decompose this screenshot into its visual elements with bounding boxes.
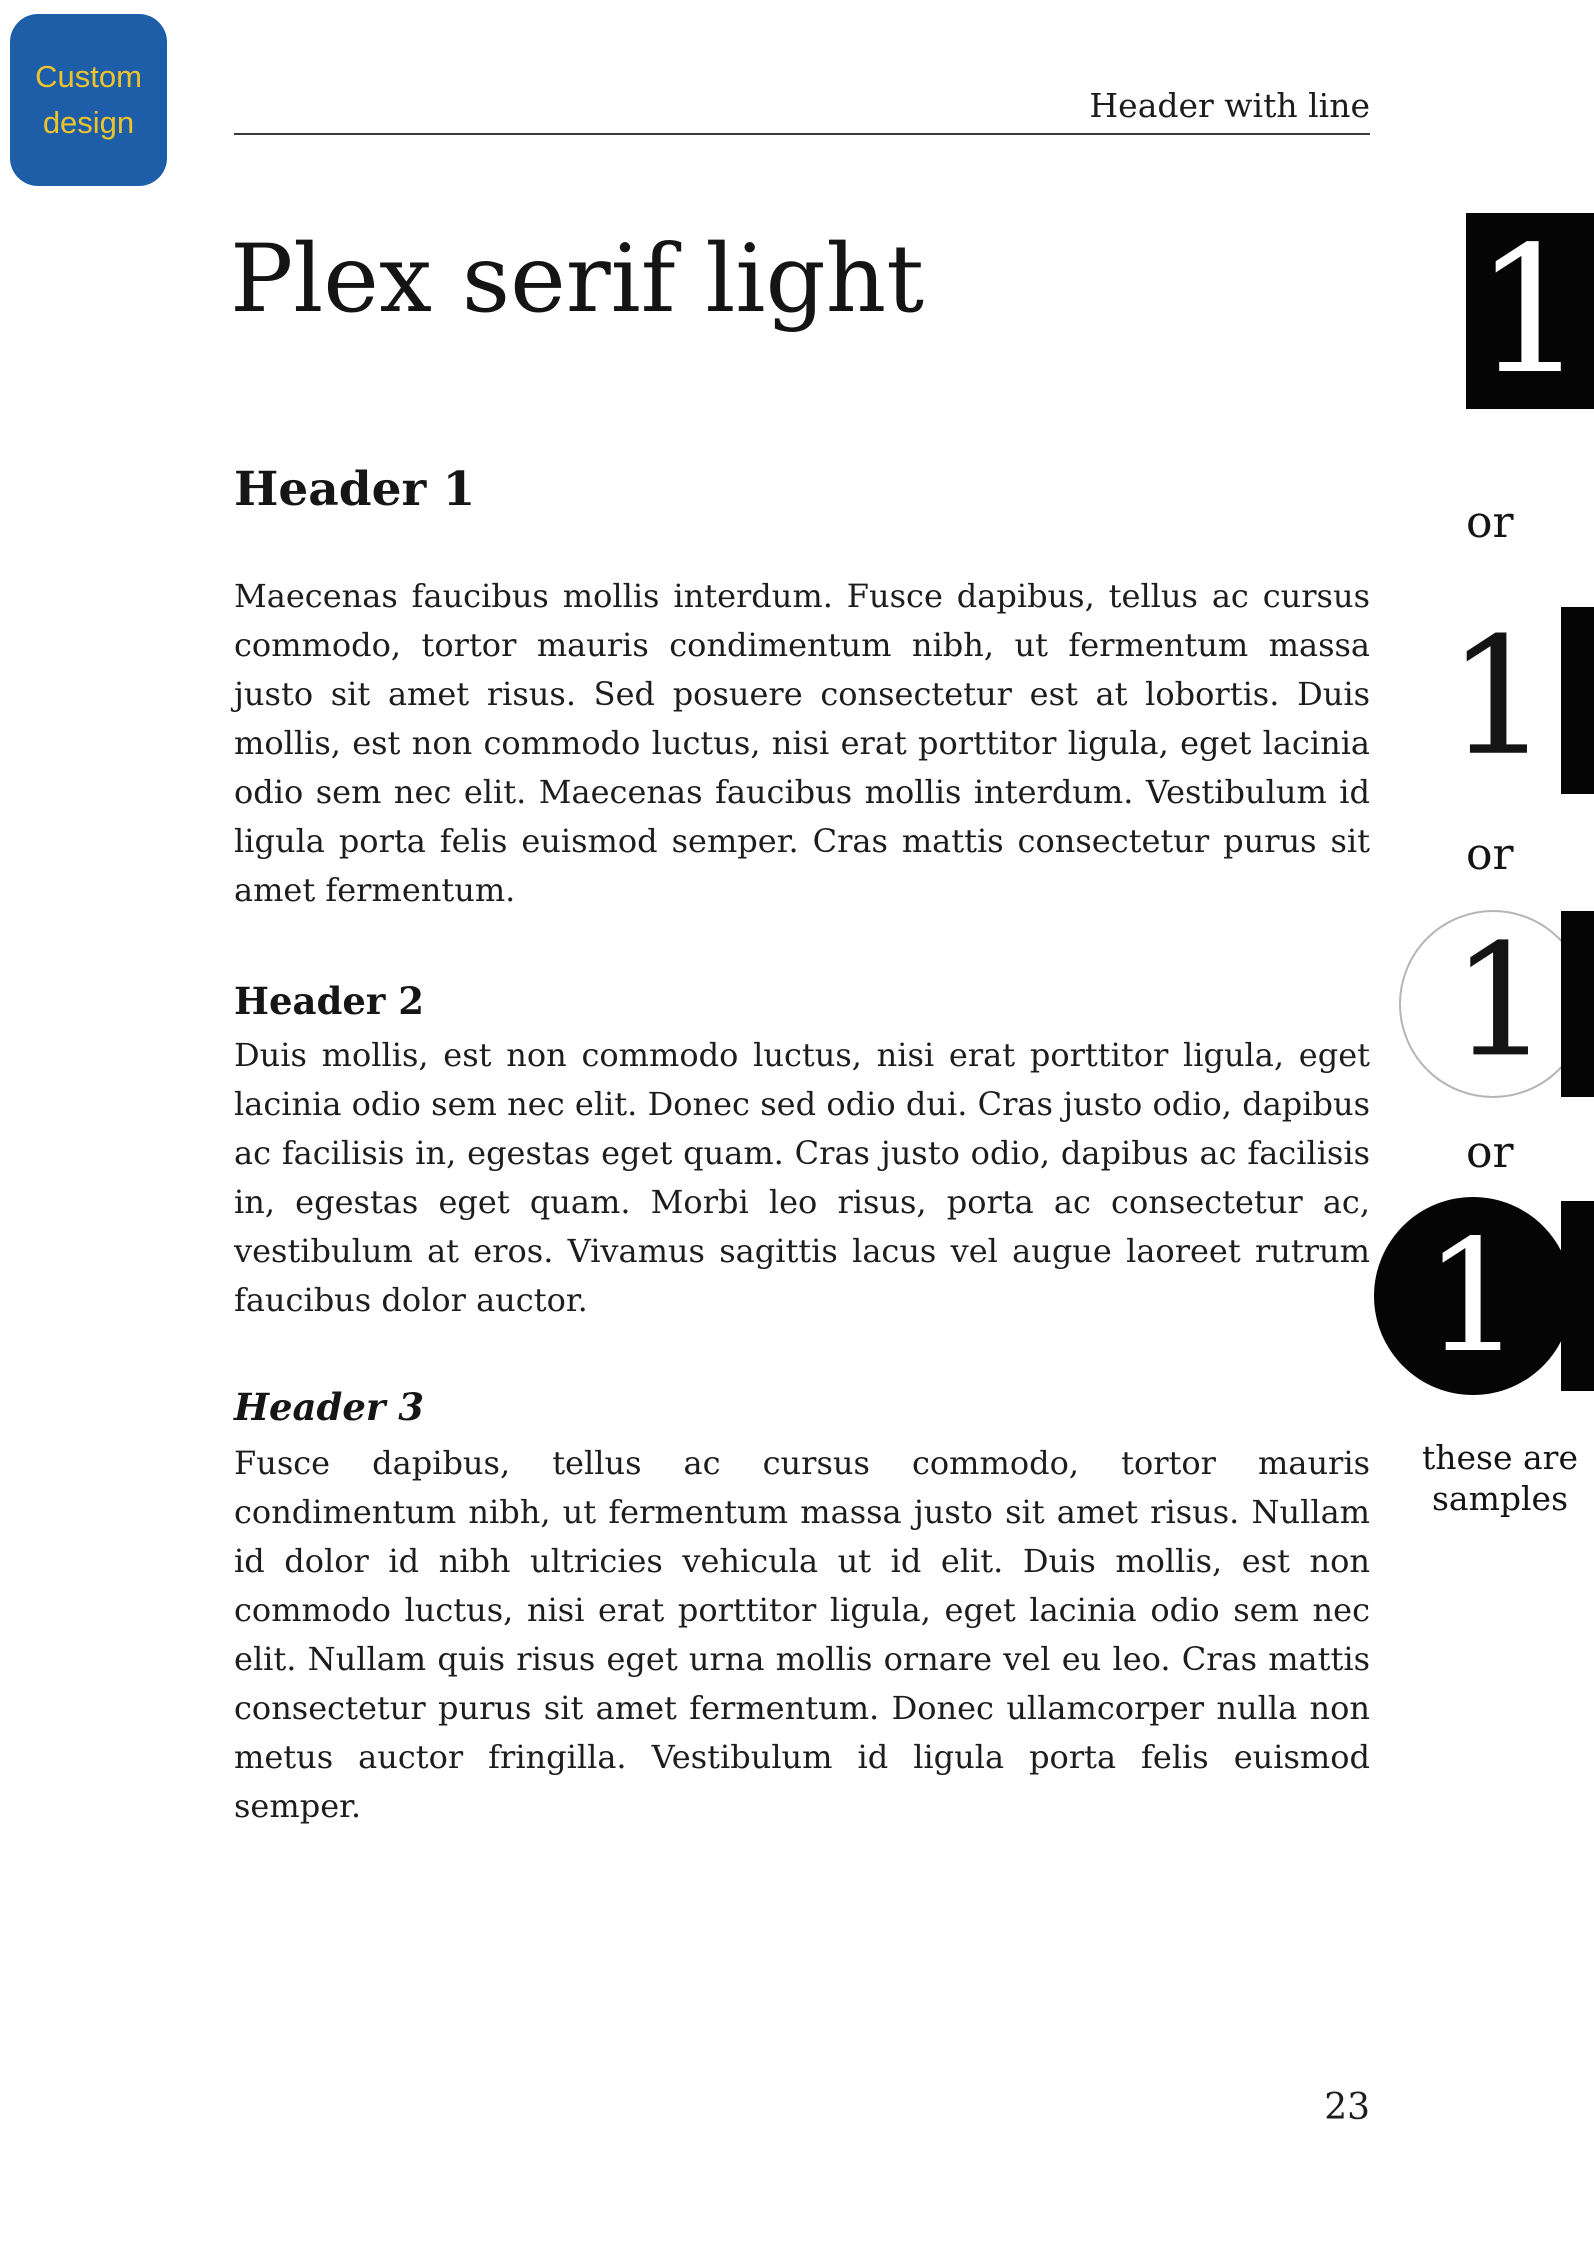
- chapter-number-digit-1: 1: [1474, 209, 1586, 413]
- section-body-2: Duis mollis, est non commodo luctus, nisi erat porttitor ligula, eget lacinia odio sem nec elit. Donec sed odio dui. Cras justo odio, dapibus ac facilisis in, egestas eget quam. Cras justo odio, dapibus ac facilisis in, egestas eget quam. Morbi leo risus, porta ac consectetur ac, vestibulum at eros. Vivamus sagittis lacus vel augue laoreet rutrum faucibus dolor auctor.: [234, 1036, 1370, 1319]
- chapter-number-digit-4: 1: [1423, 1205, 1523, 1387]
- section-body-1: Maecenas faucibus mollis interdum. Fusce dapibus, tellus ac cursus commodo, tortor mauris condimentum nibh, ut fermentum massa justo sit amet risus. Sed posuere consectetur est at lobortis. Duis mollis, est non commodo luctus, nisi erat porttitor ligula, eget lacinia odio sem nec elit. Maecenas faucibus mollis interdum. Vestibulum id ligula porta felis euismod semper. Cras mattis consectetur purus sit amet fermentum.: [234, 577, 1370, 909]
- or-separator-3: or: [1466, 1127, 1514, 1178]
- content-column: [234, 462, 1370, 1831]
- black-circle: [1374, 1197, 1572, 1395]
- or-separator-2: or: [1466, 829, 1514, 880]
- section-body-3: Fusce dapibus, tellus ac cursus commodo, tortor mauris condimentum nibh, ut fermentum massa justo sit amet risus. Nullam id dolor id nibh ultricies vehicula ut id elit. Duis mollis, est non commodo luctus, nisi erat porttitor ligula, eget lacinia odio sem nec elit. Nullam quis risus eget urna mollis ornare vel eu leo. Cras mattis consectetur purus sit amet fermentum. Donec ullamcorper nulla non metus auctor fringilla. Vestibulum id ligula porta felis euismod semper.: [234, 1444, 1370, 1825]
- running-header: Header with line: [1089, 86, 1370, 125]
- header-rule: [234, 133, 1370, 135]
- sidebar-caption-line-2: samples: [1431, 1479, 1569, 1518]
- page-title: Plex serif light: [230, 225, 924, 334]
- page-number: 23: [1324, 2087, 1370, 2128]
- chapter-number-digit-2: 1: [1446, 603, 1550, 792]
- or-separator-1: or: [1466, 497, 1514, 548]
- section-heading-1: Header 1: [234, 462, 476, 517]
- badge-line-2: design: [42, 105, 135, 140]
- edge-bar-2: [1561, 911, 1594, 1097]
- section-heading-3: Header 3: [234, 1385, 425, 1429]
- chapter-number-variant-outlined-circle: [1404, 908, 1594, 1100]
- chapter-number-variant-black-square: [1466, 209, 1594, 413]
- edge-bar-1: [1561, 607, 1594, 794]
- custom-design-badge: [10, 14, 167, 186]
- badge-line-1: Custom: [35, 59, 142, 94]
- sidebar-caption-line-1: these are: [1422, 1438, 1578, 1477]
- section-heading-2: Header 2: [234, 979, 425, 1023]
- chapter-number-digit-3: 1: [1451, 910, 1550, 1092]
- chapter-number-variant-black-circle: [1394, 1197, 1594, 1395]
- chapter-number-variant-edge-bar: [1446, 603, 1594, 794]
- sidebar-caption: [1410, 1437, 1590, 1519]
